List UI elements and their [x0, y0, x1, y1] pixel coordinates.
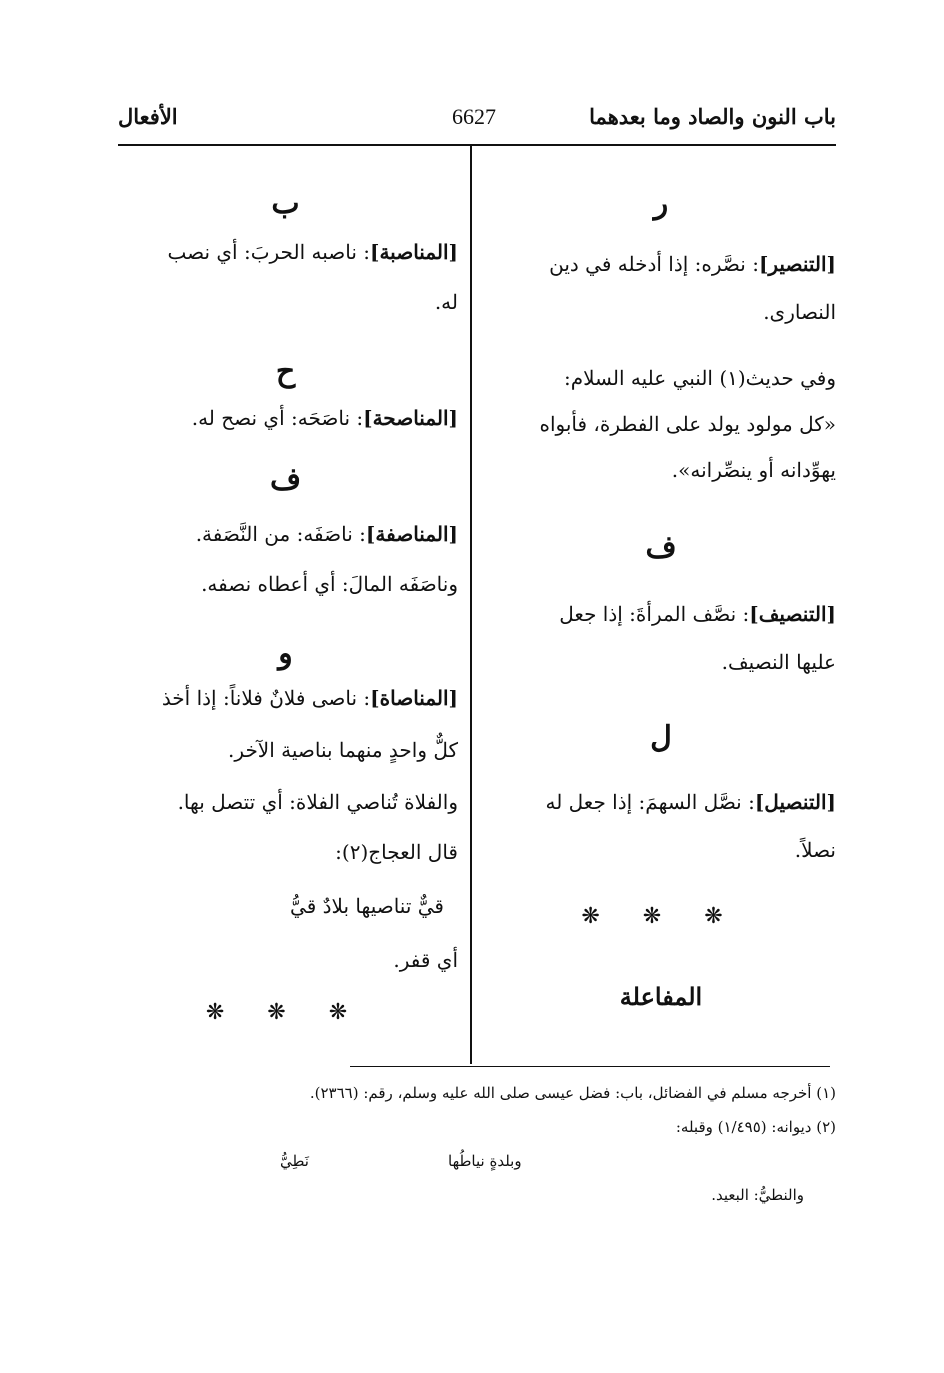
hadith-line2: «كل مولود يولد على الفطرة، فأبواه: [539, 412, 836, 436]
entry-tansir-line1: [التنصير]: نصَّره: إذا أدخله في دين: [549, 252, 836, 276]
entry-munasafa-line2: وناصَفَه المالَ: أي أعطاه نصفه.: [201, 572, 458, 596]
entry-term: [المناصاة]: [370, 686, 458, 710]
entry-term: [المناصفة]: [365, 522, 458, 546]
footnote-verse-left: نَطِيُّ: [280, 1152, 309, 1170]
letter-heading-h: ح: [275, 354, 296, 389]
entry-tansif-line2: عليها النصيف.: [721, 650, 836, 674]
footnote-verse-right: وبلدةٍ نياطُها: [448, 1152, 522, 1170]
entry-munasat-line1: [المناصاة]: ناصى فلانٌ فلاناً: إذا أخذ: [161, 686, 458, 710]
section-title: الأفعال: [118, 104, 178, 129]
letter-heading-w: و: [278, 636, 293, 671]
letter-heading-r: ر: [653, 186, 669, 221]
footnote-1: (١) أخرجه مسلم في الفضائل، باب: فضل عيسى صلى الله عليه وسلم، رقم: (٢٣٦٦).: [309, 1084, 836, 1102]
entry-munasafa-line1: [المناصفة]: ناصَفَه: من النَّصَفة.: [195, 522, 458, 546]
entry-munasaha-line1: [المناصحة]: ناصَحَه: أي نصح له.: [191, 406, 458, 430]
entry-term: [التنصير]: [758, 252, 836, 276]
entry-tansil-line1: [التنصيل]: نصَّل السهمَ: إذا جعل له: [545, 790, 836, 814]
entry-munasaba-line1: [المناصبة]: ناصبه الحربَ: أي نصب: [167, 240, 458, 264]
entry-tansif-line1: [التنصيف]: نصَّف المرأةَ: إذا جعل: [559, 602, 836, 626]
hadith-line3: يهوِّدانه أو ينصِّرانه».: [671, 458, 836, 482]
footnote-2: (٢) ديوانه: (١/٤٩٥) وقبله:: [675, 1118, 836, 1136]
entry-munasat-line4: قال العجاج(٢):: [335, 840, 458, 864]
letter-heading-f-left: ف: [269, 462, 302, 497]
footnote-gloss: والنطيُّ: البعيد.: [711, 1186, 804, 1204]
section-separator-stars-left: ❋ ❋ ❋: [205, 1000, 366, 1025]
entry-term: [التنصيف]: [749, 602, 836, 626]
section-separator-stars: ❋ ❋ ❋: [581, 904, 741, 929]
letter-heading-f: ف: [645, 530, 677, 565]
footnote-rule: [350, 1066, 830, 1067]
running-title: باب النون والصاد وما بعدهما: [589, 104, 836, 129]
letter-heading-b: ب: [271, 186, 300, 221]
entry-tansir-line2: النصارى.: [763, 300, 836, 324]
entry-munasat-line2: كلٌّ واحدٍ منهما بناصية الآخر.: [228, 738, 458, 762]
entry-term: [التنصيل]: [754, 790, 836, 814]
entry-munasaba-line2: له.: [434, 290, 458, 314]
page-number: 6627: [452, 104, 496, 129]
entry-term: [المناصحة]: [363, 406, 458, 430]
entry-munasat-line5: أي قفر.: [393, 948, 458, 972]
verse-line: قيٌّ تناصيها بلادٌ قيُّ: [290, 894, 444, 918]
entry-term: [المناصبة]: [369, 240, 458, 264]
entry-tansil-line2: نصلاً.: [794, 838, 836, 862]
column-divider: [470, 146, 472, 1064]
section-heading-mufaala: المفاعلة: [619, 982, 703, 1011]
hadith-line1: وفي حديث(١) النبي عليه السلام:: [564, 366, 836, 390]
letter-heading-l: ل: [650, 720, 672, 755]
entry-munasat-line3: والفلاة تُناصي الفلاة: أي تتصل بها.: [177, 790, 458, 814]
header-rule: [118, 144, 836, 146]
